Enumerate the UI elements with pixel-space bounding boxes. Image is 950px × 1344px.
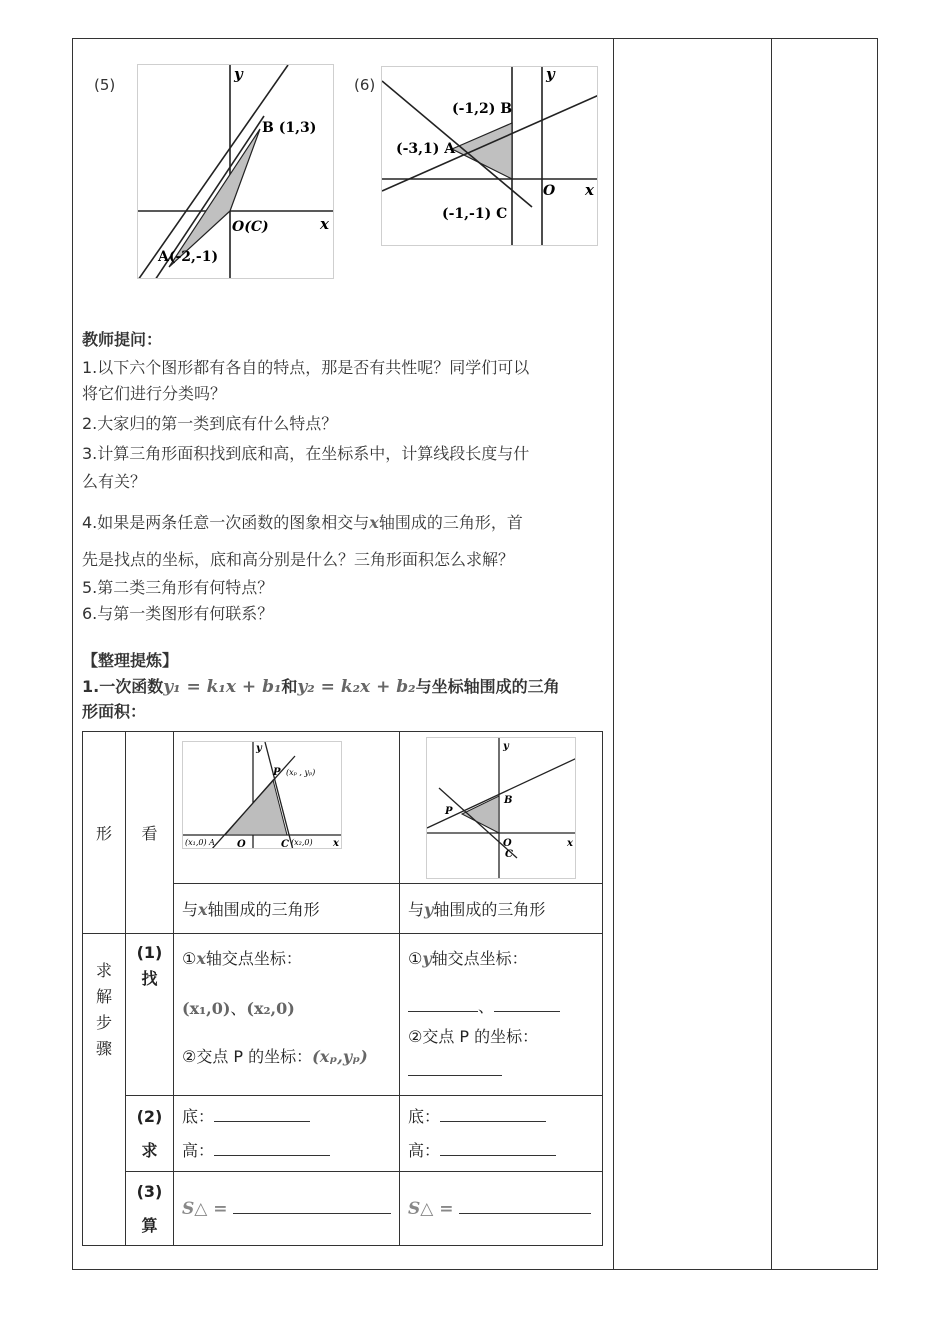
question-6: 6.与第一类图形有何联系？ bbox=[82, 604, 274, 623]
left-base-blank[interactable] bbox=[214, 1121, 310, 1122]
table-left-c: C bbox=[281, 838, 289, 849]
question-1-line1: 1.以下六个图形都有各自的特点，那是否有共性呢？同学们可以 bbox=[82, 358, 530, 377]
caption-left-var: x bbox=[198, 900, 208, 919]
step3-num: (3) bbox=[136, 1181, 163, 1201]
left-s1-sep: 、 bbox=[230, 999, 247, 1018]
caption-right bbox=[400, 884, 603, 934]
table-right-point-b: B bbox=[504, 794, 513, 806]
right-height-label: 高： bbox=[408, 1140, 441, 1160]
step2-word: 求 bbox=[141, 1140, 158, 1160]
figure5-point-o: O(C) bbox=[232, 219, 269, 235]
table-figure-right-cell bbox=[400, 732, 603, 884]
left-height-blank[interactable] bbox=[214, 1155, 330, 1156]
right-s1-blank-a[interactable] bbox=[408, 1011, 478, 1012]
column-divider-2 bbox=[771, 38, 772, 1270]
summary-item1-pre: 1.一次函数 bbox=[82, 677, 164, 696]
right-height-blank[interactable] bbox=[440, 1155, 556, 1156]
step3-left bbox=[174, 1172, 400, 1246]
left-base-label: 底： bbox=[182, 1106, 215, 1126]
right-s1-blank-b[interactable] bbox=[494, 1011, 560, 1012]
step1-label bbox=[126, 934, 174, 1096]
caption-right-pre: 与 bbox=[408, 900, 425, 919]
figure6-point-a: (-3,1) A bbox=[396, 141, 456, 157]
left-height-label: 高： bbox=[182, 1140, 215, 1160]
row-label-shape: 形 bbox=[83, 732, 126, 934]
figure6-axis-y: y bbox=[546, 67, 555, 83]
step2-label bbox=[126, 1096, 174, 1172]
question-4-post: 轴围成的三角形，首 bbox=[378, 513, 523, 532]
right-s1-sep: 、 bbox=[478, 997, 495, 1016]
table-right-axis-x: x bbox=[567, 837, 573, 849]
right-s1-post: 轴交点坐标： bbox=[431, 949, 528, 968]
left-s1-post: 轴交点坐标： bbox=[205, 949, 302, 968]
figure6-point-b: (-1,2) B bbox=[452, 101, 513, 117]
step1-left bbox=[174, 934, 400, 1096]
right-s1-var: y bbox=[422, 949, 432, 968]
table-left-x2: (x₂,0) bbox=[291, 837, 313, 847]
left-s1-var: x bbox=[196, 949, 206, 968]
right-area-label: S△ = bbox=[408, 1198, 454, 1219]
left-s1-pre: ① bbox=[182, 949, 197, 968]
column-divider-1 bbox=[613, 38, 614, 1270]
figure6-graph bbox=[381, 66, 598, 246]
caption-left-post: 轴围成的三角形 bbox=[207, 900, 320, 919]
caption-right-var: y bbox=[424, 900, 434, 919]
step1-num: (1) bbox=[136, 943, 163, 962]
table-right-c: C bbox=[505, 848, 513, 860]
summary-item1-line1 bbox=[82, 675, 560, 699]
step1-right bbox=[400, 934, 603, 1096]
right-s2-blank[interactable] bbox=[408, 1059, 502, 1076]
table-left-p-coords: (xₚ , yₚ) bbox=[286, 767, 316, 777]
step3-word: 算 bbox=[141, 1215, 158, 1235]
step2-left bbox=[174, 1096, 400, 1172]
left-area-blank[interactable] bbox=[233, 1213, 391, 1214]
step2-num: (2) bbox=[136, 1106, 163, 1126]
table-left-x1: (x₁,0) A bbox=[185, 837, 215, 847]
figure5-point-b: B (1,3) bbox=[262, 120, 317, 136]
summary-item1-post: 与坐标轴围成的三角 bbox=[415, 677, 560, 696]
question-4-var: x bbox=[369, 513, 379, 532]
figure6-point-o: O bbox=[543, 183, 556, 199]
table-right-axis-y: y bbox=[503, 740, 509, 752]
summary-table bbox=[82, 731, 603, 1246]
figure5-graph bbox=[137, 64, 334, 279]
figure5-point-a: A(-2,-1) bbox=[158, 249, 219, 265]
question-4-line2: 先是找点的坐标，底和高分别是什么？三角形面积怎么求解？ bbox=[82, 550, 515, 569]
table-figure-left-cell bbox=[174, 732, 400, 884]
step3-label bbox=[126, 1172, 174, 1246]
step1-word: 找 bbox=[141, 969, 158, 988]
right-base-blank[interactable] bbox=[440, 1121, 546, 1122]
caption-left-pre: 与 bbox=[182, 900, 199, 919]
row-label-steps-text: 求解步骤 bbox=[95, 961, 112, 1058]
question-2: 2.大家归的第一类到底有什么特点？ bbox=[82, 414, 338, 433]
figure5-axis-y: y bbox=[234, 65, 243, 83]
table-left-o: O bbox=[237, 838, 246, 849]
question-4-pre: 4.如果是两条任意一次函数的图象相交与 bbox=[82, 513, 370, 532]
table-left-axis-y: y bbox=[256, 742, 262, 754]
figure6-axis-x: x bbox=[585, 181, 594, 199]
step2-right bbox=[400, 1096, 603, 1172]
summary-item1-mid: 和 bbox=[281, 677, 298, 696]
caption-right-post: 轴围成的三角形 bbox=[433, 900, 546, 919]
summary-item1-line2: 形面积： bbox=[82, 702, 147, 721]
figure5-axis-x: x bbox=[320, 215, 329, 233]
question-1-line2: 将它们进行分类吗？ bbox=[82, 384, 227, 403]
table-left-axis-x: x bbox=[333, 837, 339, 849]
row-label-steps bbox=[83, 934, 126, 1246]
table-left-point-p: P bbox=[273, 766, 281, 778]
left-s2: ②交点 P 的坐标： bbox=[182, 1047, 313, 1066]
table-right-o: O bbox=[503, 837, 512, 849]
left-s2-coords: (xₚ,yₚ) bbox=[312, 1047, 368, 1066]
right-area-blank[interactable] bbox=[459, 1213, 591, 1214]
question-4-line1 bbox=[82, 511, 523, 535]
table-right-point-p: P bbox=[445, 805, 453, 817]
questions-heading: 教师提问： bbox=[82, 330, 163, 349]
question-5: 5.第二类三角形有何特点？ bbox=[82, 578, 274, 597]
equation-y2: y₂ = k₂x + b₂ bbox=[297, 677, 416, 697]
right-s1-pre: ① bbox=[408, 949, 423, 968]
question-3-line2: 么有关？ bbox=[82, 472, 147, 491]
row-label-look: 看 bbox=[126, 732, 174, 934]
left-s1-coords-b: (x₂,0) bbox=[246, 999, 295, 1018]
left-s1-coords-a: (x₁,0) bbox=[182, 999, 231, 1018]
right-base-label: 底： bbox=[408, 1106, 441, 1126]
left-area-label: S△ = bbox=[182, 1198, 228, 1219]
figure5-label: (5) bbox=[94, 76, 116, 94]
table-figure-right bbox=[426, 737, 576, 879]
right-s2: ②交点 P 的坐标： bbox=[408, 1027, 539, 1046]
caption-left bbox=[174, 884, 400, 934]
step3-right bbox=[400, 1172, 603, 1246]
figure6-label: (6) bbox=[354, 76, 376, 94]
table-figure-left bbox=[182, 741, 342, 849]
equation-y1: y₁ = k₁x + b₁ bbox=[163, 677, 282, 697]
question-3-line1: 3.计算三角形面积找到底和高，在坐标系中，计算线段长度与什 bbox=[82, 444, 530, 463]
summary-heading: 【整理提炼】 bbox=[82, 651, 179, 670]
figure6-point-c: (-1,-1) C bbox=[442, 206, 508, 222]
